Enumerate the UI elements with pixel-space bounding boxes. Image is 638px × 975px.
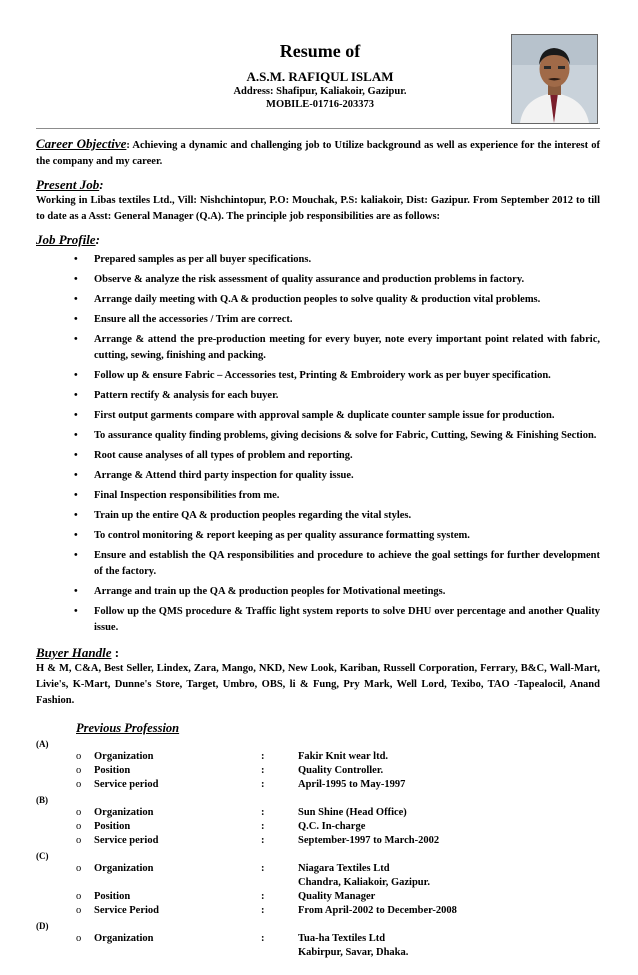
list-item xyxy=(36,604,600,636)
row-label: Service Period xyxy=(94,905,160,916)
career-objective-text: : Achieving a dynamic and challenging job to Utilize background as well as experience for the interest of the company and my career. xyxy=(36,140,600,167)
row-colon: : xyxy=(261,863,265,874)
bullet-icon: • xyxy=(74,586,78,597)
list-item xyxy=(36,388,600,404)
bullet-icon: • xyxy=(74,430,78,441)
job-profile-list xyxy=(36,252,600,636)
row-colon: : xyxy=(261,891,265,902)
list-item-text: Ensure and establish the QA responsibilities and procedure to achieve the goal settings for further development of the factory. xyxy=(94,550,600,577)
table-row xyxy=(36,932,600,960)
resume-title: Resume of xyxy=(279,41,361,61)
list-item xyxy=(36,312,600,328)
person-photo-icon xyxy=(512,35,597,123)
bullet-icon: • xyxy=(74,606,78,617)
table-row xyxy=(36,778,600,792)
circle-bullet-icon: o xyxy=(76,807,82,818)
group-label: (D) xyxy=(36,921,49,931)
bullet-icon: • xyxy=(74,334,78,345)
bullet-icon: • xyxy=(74,314,78,325)
row-colon: : xyxy=(261,765,265,776)
row-value xyxy=(298,904,457,918)
table-row xyxy=(36,834,600,848)
circle-bullet-icon: o xyxy=(76,863,82,874)
row-value-line: Niagara Textiles Ltd xyxy=(298,863,390,874)
list-item-text: Train up the entire QA & production peoples regarding the vital styles. xyxy=(94,510,412,521)
job-profile-heading xyxy=(36,231,600,248)
row-colon: : xyxy=(261,779,265,790)
table-row xyxy=(36,806,600,820)
row-value-line: Kabirpur, Savar, Dhaka. xyxy=(298,947,409,958)
row-value xyxy=(298,890,375,904)
group-label: (A) xyxy=(36,739,49,749)
row-value-line: April-1995 to May-1997 xyxy=(298,779,406,790)
list-item-text: Root cause analyses of all types of problem and reporting. xyxy=(94,450,353,461)
circle-bullet-icon: o xyxy=(76,835,82,846)
job-profile-heading-text: Job Profile xyxy=(36,232,96,247)
row-colon: : xyxy=(261,821,265,832)
table-row xyxy=(36,862,600,890)
list-item xyxy=(36,488,600,504)
row-colon: : xyxy=(261,807,265,818)
list-item-text: Observe & analyze the risk assessment of quality assurance and production problems in factory. xyxy=(94,274,525,285)
circle-bullet-icon: o xyxy=(76,821,82,832)
table-row xyxy=(36,904,600,918)
candidate-address: Address: Shafipur, Kaliakoir, Gazipur. xyxy=(233,86,407,97)
list-item xyxy=(36,468,600,484)
list-item-text: First output garments compare with approval sample & duplicate counter sample issue for production. xyxy=(94,410,555,421)
group-label: (C) xyxy=(36,851,49,861)
table-row xyxy=(36,750,600,764)
row-label: Service period xyxy=(94,835,159,846)
list-item xyxy=(36,528,600,544)
list-item xyxy=(36,368,600,384)
list-item xyxy=(36,332,600,364)
circle-bullet-icon: o xyxy=(76,905,82,916)
resume-header xyxy=(150,40,490,111)
row-value-line: Tua-ha Textiles Ltd xyxy=(298,933,386,944)
row-value-line: From April-2002 to December-2008 xyxy=(298,905,457,916)
group-label: (B) xyxy=(36,795,48,805)
career-objective-heading: Career Objective xyxy=(36,136,127,151)
previous-profession xyxy=(36,721,600,960)
bullet-icon: • xyxy=(74,530,78,541)
job-profile-suffix: : xyxy=(95,232,100,247)
candidate-mobile: MOBILE-01716-203373 xyxy=(266,99,374,110)
bullet-icon: • xyxy=(74,550,78,561)
row-colon: : xyxy=(261,835,265,846)
profile-photo xyxy=(511,34,598,124)
row-label: Organization xyxy=(94,863,154,874)
list-item xyxy=(36,292,600,308)
list-item-text: Follow up the QMS procedure & Traffic light system reports to solve DHU over percentage and another Quality issue. xyxy=(94,606,600,633)
list-item xyxy=(36,584,600,600)
row-label: Service period xyxy=(94,779,159,790)
list-item-text: Arrange & attend the pre-production meeting for every buyer, note every important point related with fabric, cutting, sewing, finishing and packing. xyxy=(94,334,600,361)
list-item xyxy=(36,508,600,524)
bullet-icon: • xyxy=(74,274,78,285)
row-value xyxy=(298,750,388,764)
career-objective xyxy=(36,136,600,170)
bullet-icon: • xyxy=(74,470,78,481)
row-value-line: Quality Controller. xyxy=(298,765,384,776)
table-row xyxy=(36,820,600,834)
present-job-suffix: : xyxy=(99,177,104,192)
list-item-text: Final Inspection responsibilities from me. xyxy=(94,490,280,501)
row-label: Organization xyxy=(94,807,154,818)
row-value xyxy=(298,862,430,890)
bullet-icon: • xyxy=(74,294,78,305)
row-value xyxy=(298,932,408,960)
list-item xyxy=(36,448,600,464)
circle-bullet-icon: o xyxy=(76,891,82,902)
list-item-text: Arrange & Attend third party inspection for quality issue. xyxy=(94,470,354,481)
previous-profession-heading-text: Previous Profession xyxy=(76,721,180,735)
circle-bullet-icon: o xyxy=(76,779,82,790)
row-value xyxy=(298,806,407,820)
row-label: Position xyxy=(94,821,131,832)
present-job-heading xyxy=(36,176,600,193)
list-item-text: To assurance quality finding problems, giving decisions & solve for Fabric, Cutting, Sewing & Finishing Section. xyxy=(94,430,597,441)
header-divider xyxy=(36,128,600,129)
list-item xyxy=(36,408,600,424)
candidate-name: A.S.M. RAFIQUL ISLAM xyxy=(246,69,394,84)
list-item-text: Ensure all the accessories / Trim are correct. xyxy=(94,314,293,325)
previous-profession-groups xyxy=(36,738,600,960)
bullet-icon: • xyxy=(74,254,78,265)
list-item xyxy=(36,272,600,288)
list-item-text: Prepared samples as per all buyer specifications. xyxy=(94,254,312,265)
row-value-line: Fakir Knit wear ltd. xyxy=(298,751,389,762)
resume-body xyxy=(36,136,600,960)
buyer-handle-heading-text: Buyer Handle xyxy=(36,645,112,660)
list-item xyxy=(36,252,600,268)
bullet-icon: • xyxy=(74,410,78,421)
row-label: Position xyxy=(94,765,131,776)
row-value-line: September-1997 to March-2002 xyxy=(298,835,440,846)
row-label: Organization xyxy=(94,933,154,944)
row-value xyxy=(298,834,439,848)
bullet-icon: • xyxy=(74,450,78,461)
bullet-icon: • xyxy=(74,510,78,521)
list-item-text: Follow up & ensure Fabric – Accessories test, Printing & Embroidery work as per buyer specification. xyxy=(94,370,551,381)
row-value-line: Chandra, Kaliakoir, Gazipur. xyxy=(298,877,430,888)
buyer-handle-text: H & M, C&A, Best Seller, Lindex, Zara, Mango, NKD, New Look, Kariban, Russell Corporation, Ferrary, B&C, Wall-Mart, Livie's, K-Mart, Dunne's Store, Target, Umbro, OBS, li & Fung, Pry Mark, Well Lord, Texibo, TAO -Tapealocil, Anand Fashion. xyxy=(36,663,600,706)
row-value-line: Q.C. In-charge xyxy=(298,821,366,832)
list-item-text: Arrange and train up the QA & production peoples for Motivational meetings. xyxy=(94,586,446,597)
row-label: Position xyxy=(94,891,131,902)
table-row xyxy=(36,764,600,778)
row-colon: : xyxy=(261,933,265,944)
row-value xyxy=(298,764,383,778)
row-value xyxy=(298,820,365,834)
buyer-handle-heading xyxy=(36,644,600,661)
list-item xyxy=(36,428,600,444)
list-item xyxy=(36,548,600,580)
table-row xyxy=(36,890,600,904)
present-job-text: Working in Libas textiles Ltd., Vill: Nishchintopur, P.O: Mouchak, P.S: kaliakoir, Dist: Gazipur. From September 2012 to till to date as a Asst: General Manager (Q.A). The principle job responsibilities are as follows: xyxy=(36,195,600,222)
previous-profession-heading xyxy=(76,721,600,736)
circle-bullet-icon: o xyxy=(76,933,82,944)
present-job-heading-text: Present Job xyxy=(36,177,100,192)
row-label: Organization xyxy=(94,751,154,762)
row-colon: : xyxy=(261,905,265,916)
circle-bullet-icon: o xyxy=(76,765,82,776)
row-value xyxy=(298,778,405,792)
buyer-handle-suffix: : xyxy=(114,645,120,660)
bullet-icon: • xyxy=(74,370,78,381)
list-item-text: Arrange daily meeting with Q.A & production peoples to solve quality & production vital problems. xyxy=(94,294,541,305)
list-item-text: Pattern rectify & analysis for each buyer. xyxy=(94,390,279,401)
row-value-line: Quality Manager xyxy=(298,891,376,902)
circle-bullet-icon: o xyxy=(76,751,82,762)
bullet-icon: • xyxy=(74,490,78,501)
list-item-text: To control monitoring & report keeping as per quality assurance formatting system. xyxy=(94,530,470,541)
bullet-icon: • xyxy=(74,390,78,401)
row-value-line: Sun Shine (Head Office) xyxy=(298,807,407,818)
row-colon: : xyxy=(261,751,265,762)
